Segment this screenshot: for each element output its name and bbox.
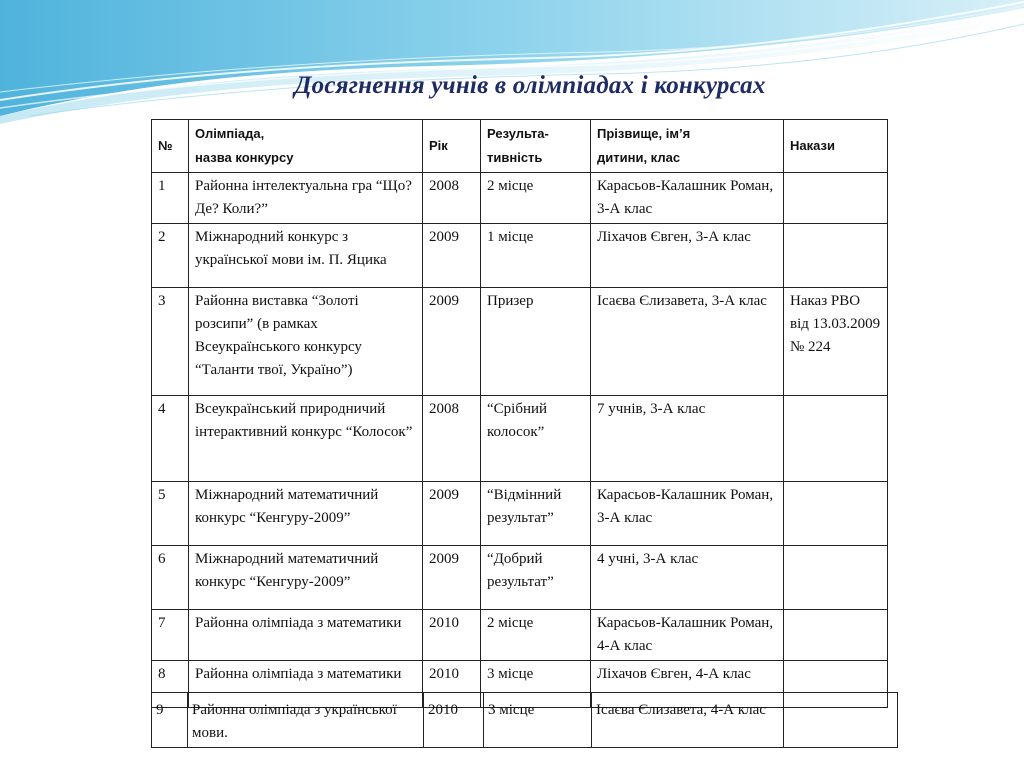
cell-year: 2008 — [423, 396, 481, 482]
decorative-wave-header — [0, 0, 1024, 130]
cell-student-name: Ліхачов Євген, 3-А клас — [591, 224, 784, 288]
cell-number: 1 — [152, 173, 189, 224]
cell-student-name: Ісаєва Єлизавета, 4-А клас — [592, 693, 784, 748]
cell-result: “Добрий результат” — [481, 546, 591, 610]
achievements-table-last-row — [151, 692, 898, 748]
cell-olympiad: Районна інтелектуальна гра “Що? Де? Коли?” — [189, 173, 423, 224]
cell-year: 2009 — [423, 288, 481, 396]
header-result: Результа- тивність — [481, 120, 591, 173]
achievements-table — [151, 119, 888, 708]
cell-orders — [784, 396, 888, 482]
cell-year: 2009 — [423, 224, 481, 288]
table-row — [152, 610, 888, 661]
table-row — [152, 396, 888, 482]
cell-olympiad: Районна виставка “Золоті розсипи” (в рамках Всеукраїнського конкурсу “Таланти твої, Україно”) — [189, 288, 423, 396]
cell-student-name: Карасьов-Калашник Роман, 3-А клас — [591, 173, 784, 224]
cell-number: 7 — [152, 610, 189, 661]
cell-olympiad: Міжнародний математичний конкурс “Кенгуру-2009” — [189, 546, 423, 610]
table-row — [152, 173, 888, 224]
cell-student-name: Карасьов-Калашник Роман, 3-А клас — [591, 482, 784, 546]
cell-result: 3 місце — [481, 661, 591, 708]
cell-number: 8 — [152, 661, 189, 708]
cell-olympiad: Районна олімпіада з математики — [189, 610, 423, 661]
header-student-name: Прізвище, ім’я дитини, клас — [591, 120, 784, 173]
table-row — [152, 546, 888, 610]
cell-student-name: 4 учні, 3-А клас — [591, 546, 784, 610]
cell-year: 2008 — [423, 173, 481, 224]
cell-number: 3 — [152, 288, 189, 396]
cell-result: 2 місце — [481, 173, 591, 224]
table-row — [152, 482, 888, 546]
cell-result: 1 місце — [481, 224, 591, 288]
cell-result: 2 місце — [481, 610, 591, 661]
cell-year: 2009 — [423, 546, 481, 610]
cell-olympiad: Районна олімпіада з математики — [189, 661, 423, 708]
cell-number: 9 — [152, 693, 188, 748]
cell-number: 6 — [152, 546, 189, 610]
cell-number: 2 — [152, 224, 189, 288]
cell-orders — [784, 693, 898, 748]
cell-olympiad: Міжнародний математичний конкурс “Кенгуру-2009” — [189, 482, 423, 546]
cell-orders — [784, 482, 888, 546]
cell-orders: Наказ РВО від 13.03.2009 № 224 — [784, 288, 888, 396]
cell-student-name: Ліхачов Євген, 4-А клас — [591, 661, 784, 708]
table-row — [152, 224, 888, 288]
cell-number: 4 — [152, 396, 189, 482]
cell-orders — [784, 610, 888, 661]
cell-orders — [784, 173, 888, 224]
page-title: Досягнення учнів в олімпіадах і конкурсах — [294, 72, 766, 99]
header-year: Рік — [423, 120, 481, 173]
header-olympiad: Олімпіада, назва конкурсу — [189, 120, 423, 173]
table-row — [152, 693, 898, 748]
cell-student-name: Карасьов-Калашник Роман, 4-А клас — [591, 610, 784, 661]
cell-student-name: Ісаєва Єлизавета, 3-А клас — [591, 288, 784, 396]
header-number: № — [152, 120, 189, 173]
cell-olympiad: Міжнародний конкурс з української мови ім. П. Яцика — [189, 224, 423, 288]
cell-olympiad: Районна олімпіада з української мови. — [188, 693, 424, 748]
cell-result: “Відмінний результат” — [481, 482, 591, 546]
cell-number: 5 — [152, 482, 189, 546]
cell-result: “Срібний колосок” — [481, 396, 591, 482]
table-row — [152, 288, 888, 396]
cell-orders — [784, 224, 888, 288]
cell-student-name: 7 учнів, 3-А клас — [591, 396, 784, 482]
cell-year: 2010 — [424, 693, 484, 748]
cell-year: 2009 — [423, 482, 481, 546]
header-orders: Накази — [784, 120, 888, 173]
cell-olympiad: Всеукраїнський природничий інтерактивний конкурс “Колосок” — [189, 396, 423, 482]
cell-result: 3 місце — [484, 693, 592, 748]
cell-year: 2010 — [423, 661, 481, 708]
table-header-row — [152, 120, 888, 173]
cell-year: 2010 — [423, 610, 481, 661]
cell-orders — [784, 546, 888, 610]
cell-result: Призер — [481, 288, 591, 396]
